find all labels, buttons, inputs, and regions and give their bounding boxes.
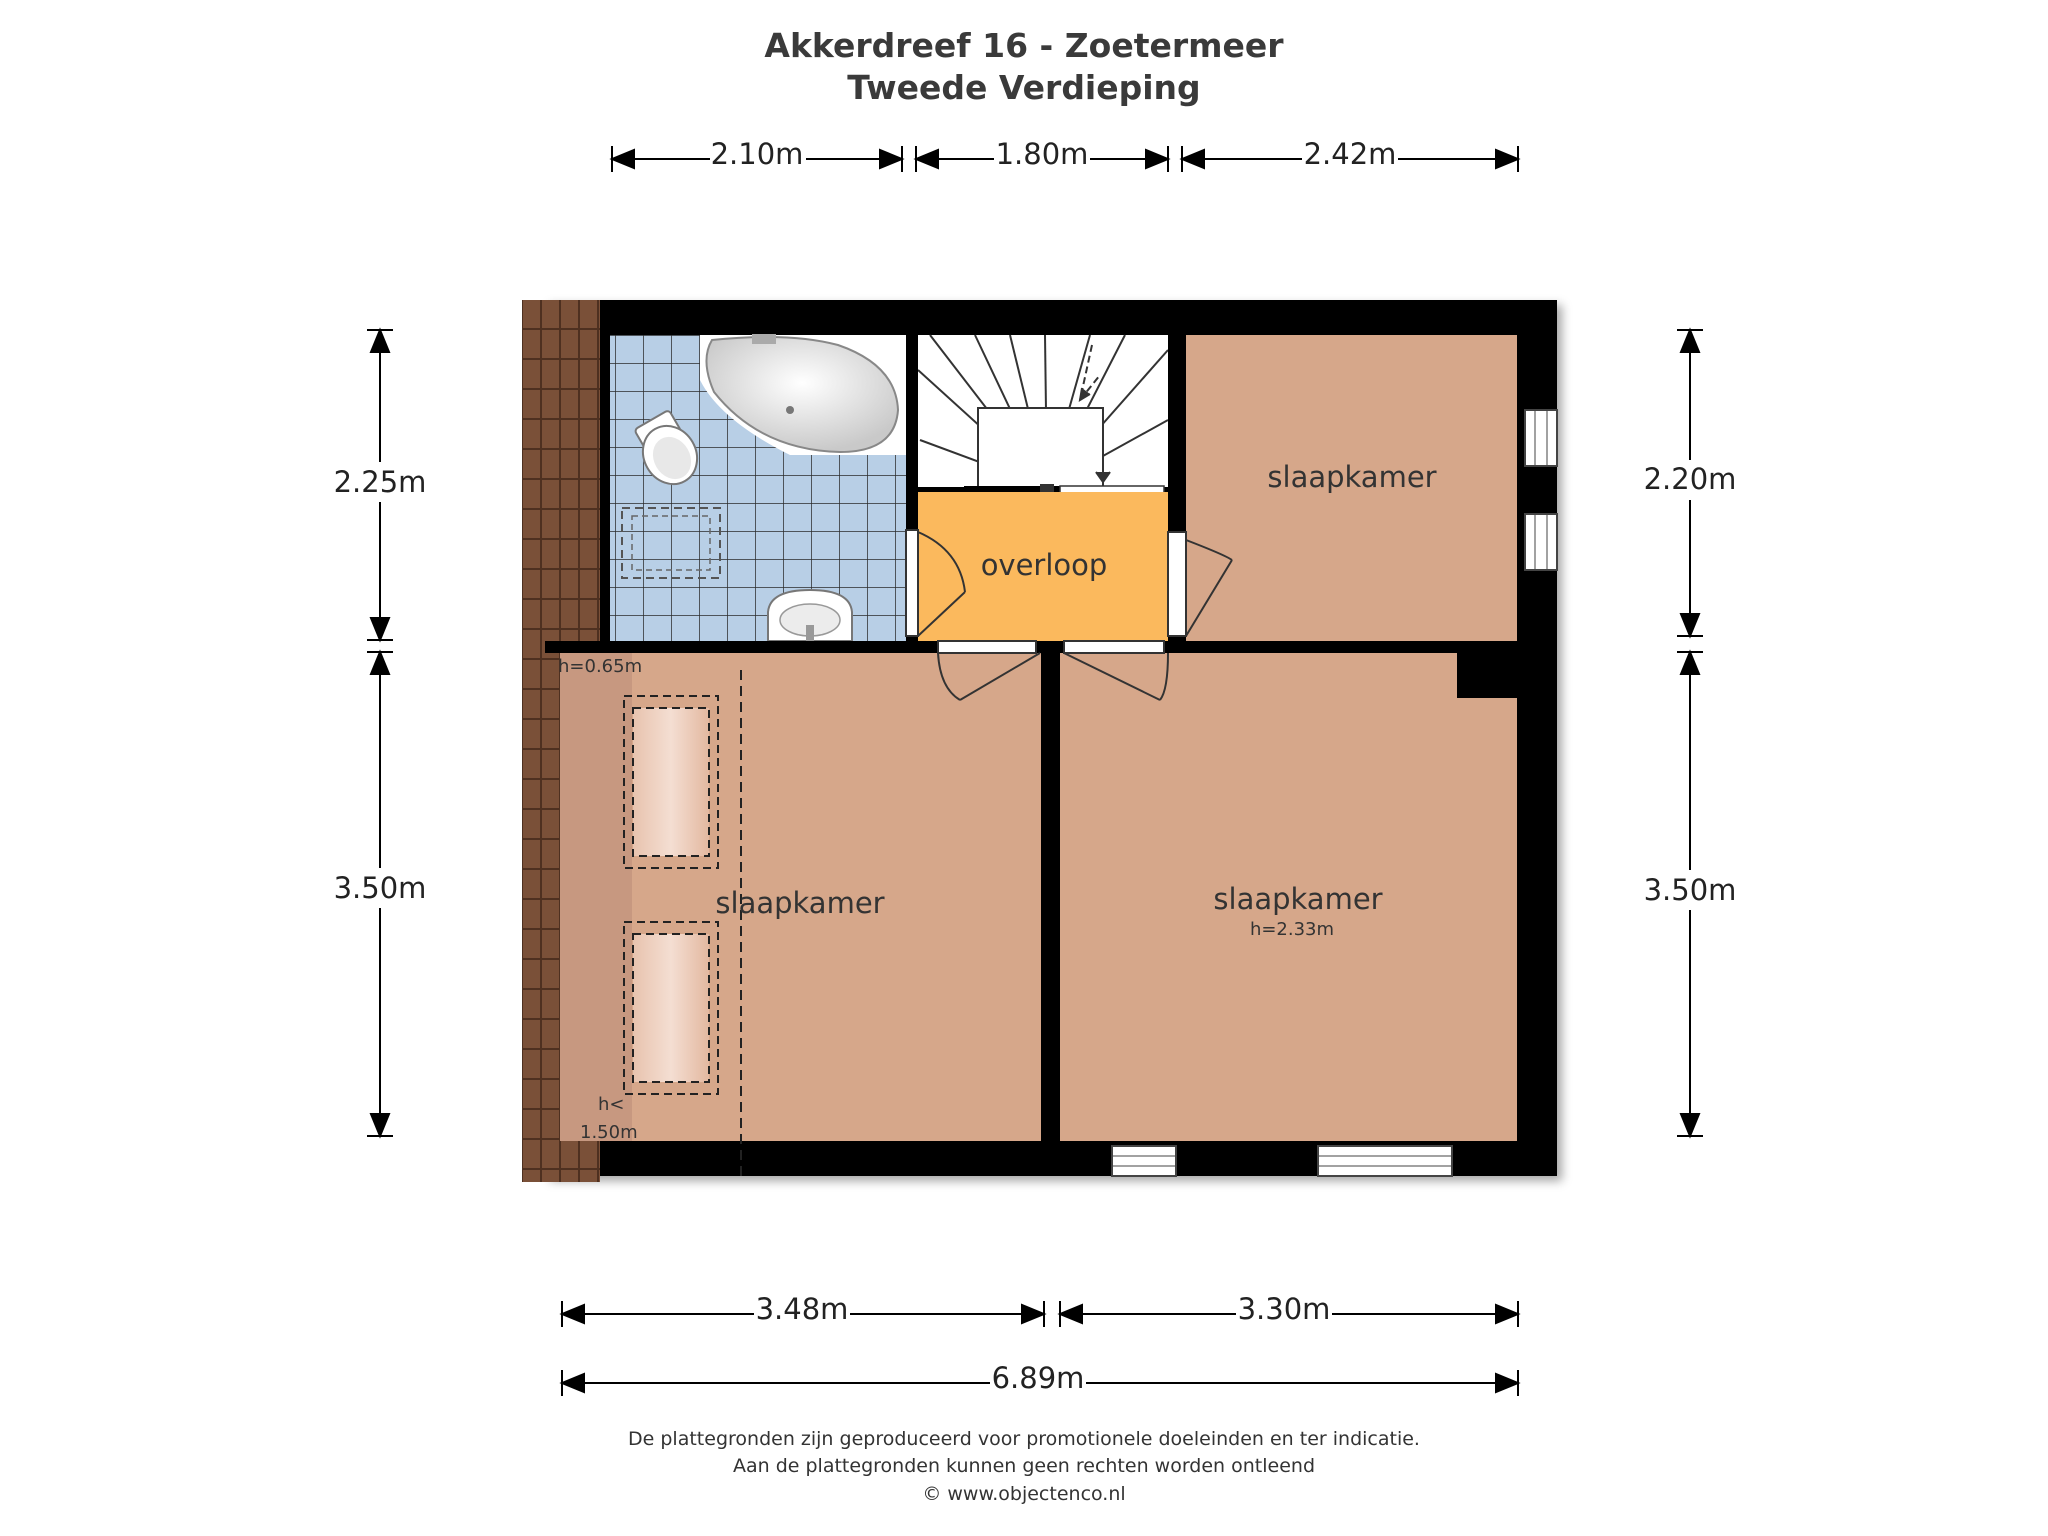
dim-label-bottom-2: 3.30m — [1237, 1292, 1331, 1326]
disclaimer-line-1: De plattegronden zijn geproduceerd voor promotionele doeleinden en ter indicatie. — [628, 1428, 1420, 1450]
skylight-icon — [624, 922, 718, 1094]
disclaimer-line-2: Aan de plattegronden kunnen geen rechten worden ontleend — [732, 1455, 1315, 1477]
window — [1525, 514, 1557, 570]
height-label: h=0.65m — [558, 656, 643, 677]
room-label-bedroom-top-right: slaapkamer — [1267, 460, 1437, 494]
height-label: h< — [598, 1094, 625, 1115]
room-label-bedroom-right: slaapkamer — [1213, 882, 1383, 916]
dim-label-left-2: 3.50m — [333, 871, 427, 905]
dimension-right — [1677, 330, 1703, 1136]
dim-label-right-1: 2.20m — [1643, 462, 1737, 496]
height-label: 1.50m — [580, 1122, 638, 1143]
plan-title: Akkerdreef 16 - Zoetermeer — [764, 26, 1284, 65]
dim-label-bottom-1: 3.48m — [755, 1292, 849, 1326]
dim-label-left-1: 2.25m — [333, 465, 427, 499]
dim-label-total: 6.89m — [991, 1361, 1085, 1395]
room-label-bedroom-left: slaapkamer — [715, 886, 885, 920]
window — [1318, 1146, 1452, 1176]
dim-label-top-1: 2.10m — [710, 137, 804, 171]
room-label-overloop: overloop — [980, 548, 1108, 582]
dimension-left — [367, 330, 393, 1136]
copyright-line: © www.objectenco.nl — [922, 1483, 1126, 1505]
height-label: h=2.33m — [1249, 919, 1335, 940]
dim-label-right-2: 3.50m — [1643, 873, 1737, 907]
plan-subtitle: Tweede Verdieping — [847, 68, 1201, 107]
skylight-icon — [624, 696, 718, 868]
dim-label-top-2: 1.80m — [995, 137, 1089, 171]
dim-label-top-3: 2.42m — [1303, 137, 1397, 171]
window — [1112, 1146, 1176, 1176]
sink-icon — [768, 590, 852, 641]
window — [1525, 410, 1557, 466]
